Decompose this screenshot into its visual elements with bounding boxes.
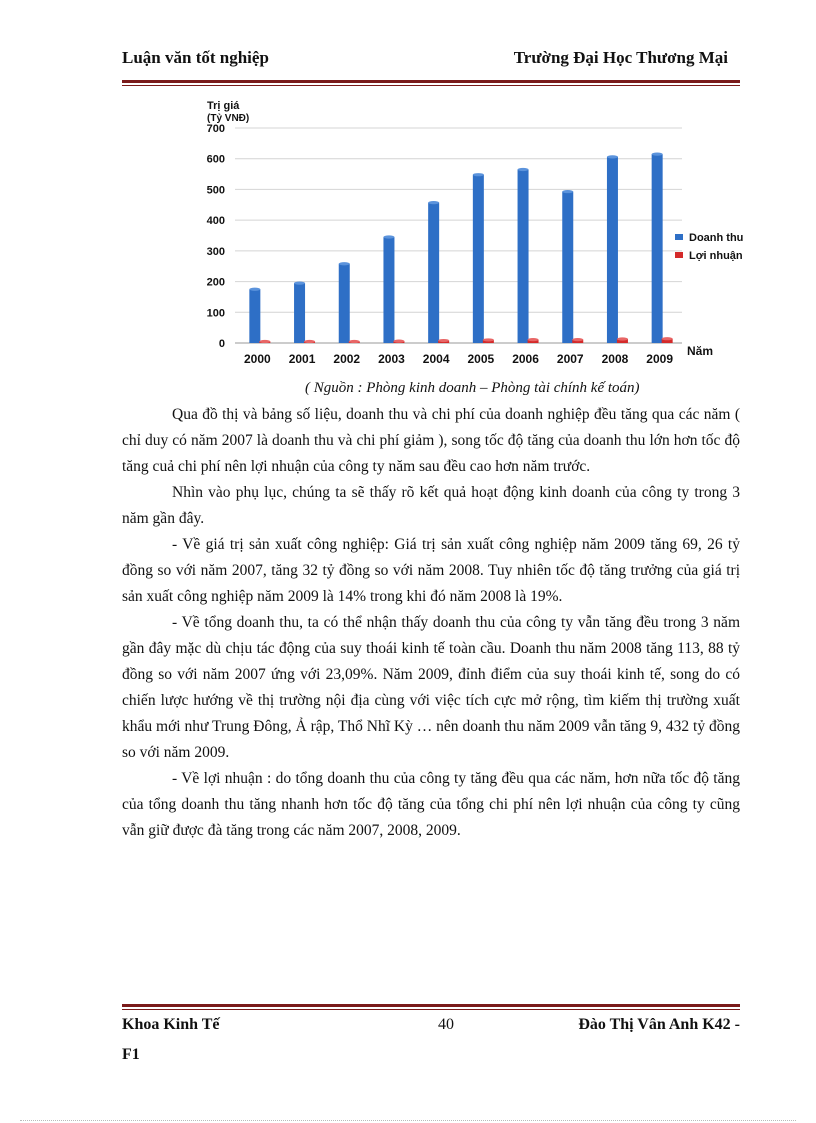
y-tick-label: 400 [206,215,225,228]
bars [249,153,672,344]
page-number: 40 [438,1016,454,1033]
bar-top-doanh-thu-2001 [294,282,305,285]
y-tick-label: 300 [206,245,225,258]
legend [675,232,743,262]
y-tick-label: 700 [206,123,225,135]
footer-rule-thin [122,1009,740,1010]
bar-top-loi-nhuan-2005 [483,338,494,341]
legend-label-loi-nhuan: Lợi nhuận [689,250,743,262]
bar-top-doanh-thu-2009 [652,153,663,156]
legend-label-doanh-thu: Doanh thu [689,232,744,244]
y-tick-label: 200 [206,276,225,289]
bar-top-doanh-thu-2008 [607,155,618,158]
x-tick-label: 2007 [556,352,584,366]
bar-doanh-thu-2008 [607,157,618,343]
x-tick-label: 2004 [422,352,450,366]
bar-top-doanh-thu-2006 [518,168,529,171]
x-tick-label: 2009 [646,352,674,366]
bar-top-doanh-thu-2003 [383,235,394,238]
paragraph: - Về lợi nhuận : do tổng doanh thu của công ty tăng đều qua các năm, hơn nữa tốc độ tăng của tổng doanh thu tăng nhanh hơn tốc độ tăng của tổng chi phí nên lợi nhuận của công ty cũng vẫn giữ được đà tăng trong các năm 2007, 2008, 2009. [122,770,740,839]
bar-doanh-thu-2005 [473,175,484,343]
x-tick-label: 2003 [378,352,405,366]
bar-top-doanh-thu-2002 [339,262,350,265]
legend-swatch-doanh-thu [675,234,683,240]
paragraph: Qua đồ thị và bảng số liệu, doanh thu và chi phí của doanh nghiệp đều tăng qua các năm ( chỉ duy có năm 2007 là doanh thu và chi phí giảm ), song tốc độ tăng của doanh thu lớn hơn tốc độ tăng cuả chi phí nên lợi nhuận của công ty năm sau đều cao hơn năm trước. [122,406,740,475]
bar-doanh-thu-2001 [294,283,305,343]
x-tick-label: 2002 [333,352,361,366]
paragraph: - Về tổng doanh thu, ta có thể nhận thấy doanh thu của công ty vẫn tăng đều trong 3 năm gần đây mặc dù chịu tác động của suy thoái kinh tế toàn cầu. Doanh thu năm 2008 tăng 113, 88 tỷ đồng so với năm 2007 ứng với 23,09%. Năm 2009, đỉnh điểm của suy thoái kinh tế, song do có chiến lược hướng về thị trường nội địa cùng với việc tích cực mở rộng, tìm kiếm thị trường xuất khẩu mới như Trung Đông, Ả rập, Thổ Nhĩ Kỳ … nên doanh thu năm 2009 vẫn tăng 9, 432 tỷ đồng so với năm 2009. [122,614,740,761]
bar-top-loi-nhuan-2009 [662,337,673,340]
y-axis-title-line2: (Tỷ VNĐ) [207,113,250,124]
y-tick-label: 100 [206,307,225,320]
bar-doanh-thu-2007 [562,192,573,343]
bar-doanh-thu-2006 [518,169,529,343]
paragraph: - Về giá trị sản xuất công nghiệp: Giá trị sản xuất công nghiệp năm 2009 tăng 69, 26 tỷ đồng so với năm 2007, tăng 32 tỷ đồng so với năm 2008. Tuy nhiên tốc độ tăng trưởng của giá trị sản xuất công nghiệp năm 2009 là 14% trong khi đó năm 2008 là 19%. [122,536,740,605]
bar-top-loi-nhuan-2004 [438,339,449,342]
bar-doanh-thu-2003 [383,237,394,343]
x-tick-label: 2006 [512,352,539,366]
bar-top-doanh-thu-2007 [562,190,573,193]
header-rule-thin [122,85,740,86]
bar-top-doanh-thu-2005 [473,173,484,176]
x-tick-labels [244,352,673,366]
footer-left: Khoa Kinh Tế [122,1016,220,1033]
legend-swatch-loi-nhuan [675,252,683,258]
header-rule [122,80,740,83]
body-text [122,402,740,844]
bar-top-loi-nhuan-2000 [259,340,270,343]
bar-doanh-thu-2009 [652,154,663,343]
y-tick-label: 600 [206,153,225,166]
chart-source: ( Nguồn : Phòng kinh doanh – Phòng tài chính kế toán) [305,380,640,396]
page-edge [20,1120,796,1121]
x-tick-label: 2005 [467,352,495,366]
x-tick-label: 2008 [601,352,629,366]
x-tick-label: 2001 [288,352,316,366]
header-right: Trường Đại Học Thương Mại [513,48,728,67]
x-tick-label: 2000 [243,352,271,366]
bar-doanh-thu-2000 [249,289,260,343]
y-axis-title-line1: Trị giá [207,100,240,112]
bar-top-doanh-thu-2004 [428,201,439,204]
paragraph: Nhìn vào phụ lục, chúng ta sẽ thấy rõ kết quả hoạt động kinh doanh của công ty trong 3 năm gần đây. [122,484,740,527]
x-axis-title: Năm [687,344,714,358]
y-tick-label: 500 [206,184,225,197]
bar-top-doanh-thu-2000 [249,288,260,291]
bar-top-loi-nhuan-2003 [393,340,404,343]
header-left: Luận văn tốt nghiệp [122,48,269,67]
bar-doanh-thu-2002 [339,264,350,343]
bar-doanh-thu-2004 [428,203,439,343]
bar-top-loi-nhuan-2007 [572,338,583,341]
revenue-profit-chart [195,95,775,377]
footer-right: Đào Thị Vân Anh K42 - [578,1016,740,1033]
bar-top-loi-nhuan-2008 [617,337,628,340]
footer-continuation: F1 [122,1046,140,1063]
y-tick-labels [207,123,225,350]
bar-top-loi-nhuan-2006 [528,338,539,341]
footer-rule [122,1004,740,1007]
bar-top-loi-nhuan-2002 [349,340,360,343]
y-tick-label: 0 [218,338,225,350]
bar-top-loi-nhuan-2001 [304,340,315,343]
